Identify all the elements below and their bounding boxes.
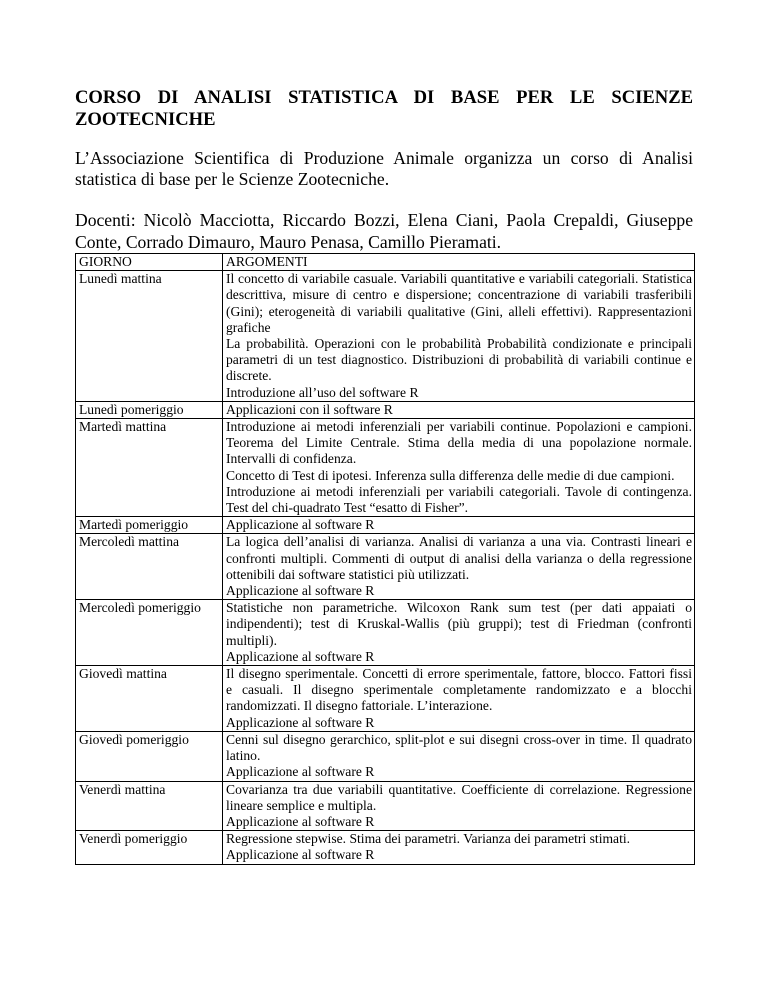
topic-paragraph: Regressione stepwise. Stima dei parametri. Varianza dei parametri stimati. xyxy=(226,831,631,847)
table-row xyxy=(76,534,695,600)
table-row xyxy=(76,731,695,781)
topic-paragraph: Il concetto di variabile casuale. Variabili quantitative e variabili categoriali. Statistica descrittiva, misure di centro e dispersione; concentrazione di variabili trasferibili (Gini); eterogeneità di variabili qualitative (Gini, alleli effettivi). Rappresentazioni grafiche xyxy=(226,271,692,335)
row-topics xyxy=(223,419,695,517)
row-topics xyxy=(223,600,695,666)
table-row xyxy=(76,831,695,864)
topic-paragraph: Applicazione al software R xyxy=(226,648,375,664)
table-row xyxy=(76,666,695,732)
table-row xyxy=(76,271,695,402)
row-topics xyxy=(223,271,695,402)
topic-paragraph: Applicazioni con il software R xyxy=(226,401,393,417)
topic-paragraph: Applicazione al software R xyxy=(226,847,375,863)
topic-paragraph: Applicazione al software R xyxy=(226,714,375,730)
header-day: GIORNO xyxy=(76,254,223,271)
table-row xyxy=(76,600,695,666)
table-header-row xyxy=(76,254,695,271)
topic-paragraph: Covarianza tra due variabili quantitative. Coefficiente di correlazione. Regressione lineare semplice e multipla. xyxy=(226,781,692,813)
row-topics xyxy=(223,831,695,864)
row-day: Giovedì mattina xyxy=(76,666,223,732)
row-day: Martedì mattina xyxy=(76,419,223,517)
table-row xyxy=(76,517,695,534)
row-topics xyxy=(223,781,695,831)
topic-paragraph: La probabilità. Operazioni con le probabilità Probabilità condizionate e principali parametri di un test diagnostico. Distribuzioni di probabilità di variabili continue e discrete. xyxy=(226,336,692,384)
topic-paragraph: Concetto di Test di ipotesi. Inferenza sulla differenza delle medie di due campioni. xyxy=(226,467,675,483)
document-title: CORSO DI ANALISI STATISTICA DI BASE PER LE SCIENZE ZOOTECNICHE xyxy=(75,87,693,130)
row-day: Venerdì mattina xyxy=(76,781,223,831)
header-topics: ARGOMENTI xyxy=(223,254,695,271)
row-topics xyxy=(223,401,695,418)
row-day: Giovedì pomeriggio xyxy=(76,731,223,781)
row-day: Mercoledì pomeriggio xyxy=(76,600,223,666)
row-topics xyxy=(223,666,695,732)
row-topics xyxy=(223,534,695,600)
topic-paragraph: Applicazione al software R xyxy=(226,813,375,829)
table-row xyxy=(76,781,695,831)
row-topics xyxy=(223,517,695,534)
row-topics xyxy=(223,731,695,781)
row-day: Mercoledì mattina xyxy=(76,534,223,600)
topic-paragraph: Il disegno sperimentale. Concetti di errore sperimentale, fattore, blocco. Fattori fissi e casuali. Il disegno sperimentale completamente randomizzato e a blocchi randomizzati. Il disegno fattoriale. L’interazione. xyxy=(226,666,692,714)
row-day: Martedì pomeriggio xyxy=(76,517,223,534)
topic-paragraph: Applicazione al software R xyxy=(226,764,375,780)
topic-paragraph: Applicazione al software R xyxy=(226,517,375,533)
teachers-paragraph: Docenti: Nicolò Macciotta, Riccardo Bozzi, Elena Ciani, Paola Crepaldi, Giuseppe Conte, Corrado Dimauro, Mauro Penasa, Camillo Pieramati. xyxy=(75,210,693,252)
schedule-table xyxy=(75,253,695,865)
topic-paragraph: Applicazione al software R xyxy=(226,583,375,599)
topic-paragraph: Introduzione all’uso del software R xyxy=(226,384,419,400)
topic-paragraph: Introduzione ai metodi inferenziali per variabili categoriali. Tavole di contingenza. Test del chi-quadrato Test “esatto di Fisher”. xyxy=(226,483,692,516)
schedule-body xyxy=(76,271,695,864)
table-row xyxy=(76,401,695,418)
table-row xyxy=(76,419,695,517)
row-day: Venerdì pomeriggio xyxy=(76,831,223,864)
topic-paragraph: Cenni sul disegno gerarchico, split-plot e sui disegni cross-over in time. Il quadrato latino. xyxy=(226,731,692,764)
intro-paragraph: L’Associazione Scientifica di Produzione Animale organizza un corso di Analisi statistica di base per le Scienze Zootecniche. xyxy=(75,148,693,189)
row-day: Lunedì mattina xyxy=(76,271,223,402)
topic-paragraph: Statistiche non parametriche. Wilcoxon Rank sum test (per dati appaiati o indipendenti); test di Kruskal-Wallis (più gruppi); test di Friedman (confronti multipli). xyxy=(226,600,692,648)
topic-paragraph: Introduzione ai metodi inferenziali per variabili continue. Popolazioni e campioni. Teorema del Limite Centrale. Stima della media di una popolazione normale. Intervalli di confidenza. xyxy=(226,419,692,467)
row-day: Lunedì pomeriggio xyxy=(76,401,223,418)
topic-paragraph: La logica dell’analisi di varianza. Analisi di varianza a una via. Contrasti lineari e confronti multipli. Commenti di output di analisi della varianza o della regressione ottenibili dai software statistici più utilizzati. xyxy=(226,534,692,582)
